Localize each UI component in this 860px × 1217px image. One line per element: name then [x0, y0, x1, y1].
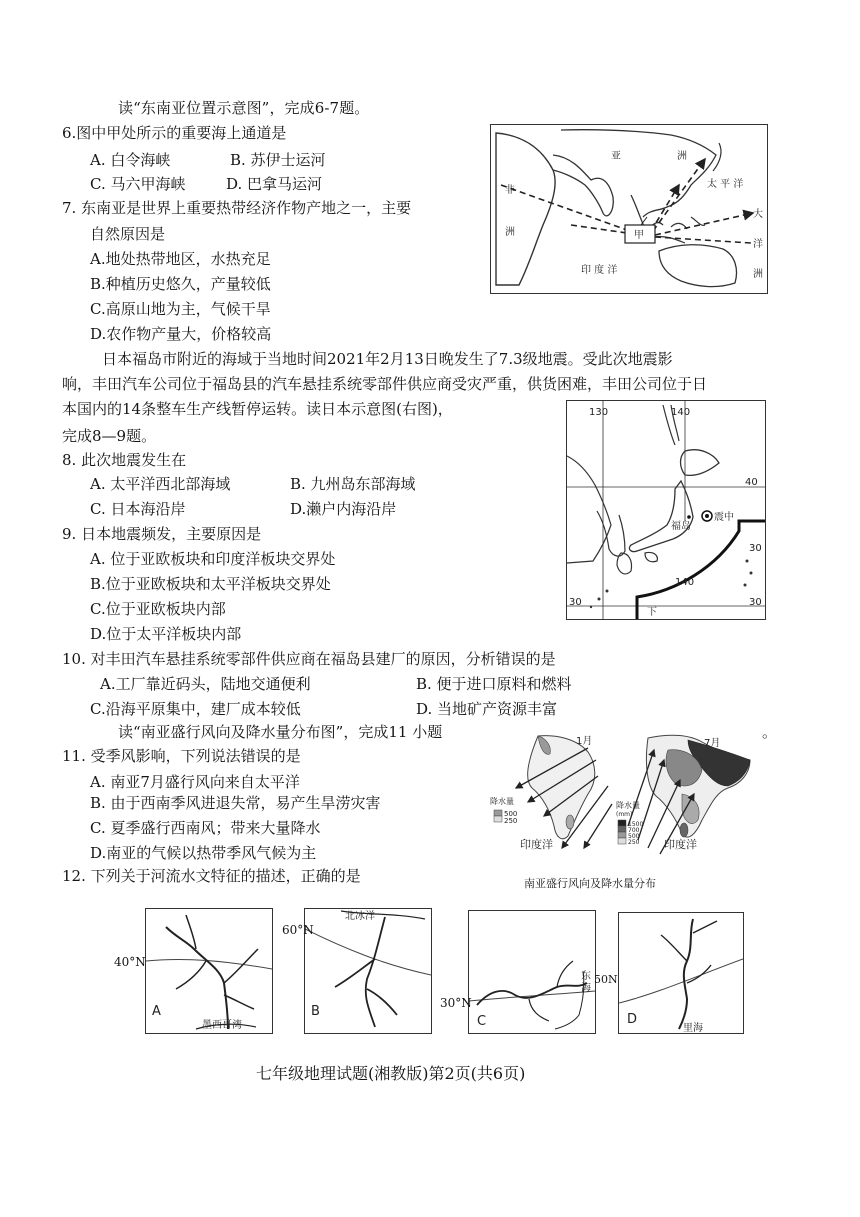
- river-map-c: [468, 910, 596, 1034]
- south-asia-monsoon-map: [488, 730, 758, 870]
- japan-intro-line2: 响，丰田汽车公司位于福岛县的汽车悬挂系统零部件供应商受灾严重，供货困难，丰田公司位于日: [62, 375, 708, 393]
- label-indian-ocean: 印 度 洋: [581, 265, 618, 276]
- river-b-lat: 60°N: [282, 923, 314, 937]
- jul-legend-title: 降水量: [616, 801, 640, 810]
- label-xia: 下: [647, 607, 657, 618]
- river-map-a: [145, 908, 273, 1034]
- label-lon-130: 130: [589, 407, 609, 418]
- q8-option-b: B. 九州岛东部海域: [290, 475, 416, 493]
- label-lat-30-right: 30: [749, 597, 762, 608]
- q12-stem: 12. 下列关于河流水文特征的描述，正确的是: [62, 867, 361, 885]
- river-c-lat: 30°N: [440, 996, 472, 1010]
- label-asia-1: 亚: [611, 151, 621, 162]
- jan-legend-250: 250: [504, 817, 518, 825]
- q8-stem: 8. 此次地震发生在: [62, 451, 187, 469]
- jul-legend-1500: 1500: [628, 821, 644, 828]
- label-yang: 洋: [753, 239, 763, 250]
- q8-option-c: C. 日本海沿岸: [90, 500, 186, 518]
- river-a-sea: 墨西哥湾: [202, 1020, 242, 1031]
- q10-option-d: D. 当地矿产资源丰富: [416, 700, 558, 718]
- japan-intro-line1: 日本福岛市附近的海域于当地时间2021年2月13日晚发生了7.3级地震。受此次地震影: [102, 350, 673, 368]
- jul-legend-500: 500: [628, 833, 640, 840]
- river-b-sea: 北冰洋: [345, 911, 375, 922]
- q9-stem: 9. 日本地震频发，主要原因是: [62, 525, 262, 543]
- jan-legend-title: 降水量: [490, 797, 514, 806]
- river-b-label: B: [311, 1004, 320, 1019]
- jul-legend-250: 250: [628, 839, 640, 846]
- q9-option-d: D.位于太平洋板块内部: [90, 625, 242, 643]
- q10-option-c: C.沿海平原集中，建厂成本较低: [90, 700, 301, 718]
- q11-stem: 11. 受季风影响，下列说法错误的是: [62, 747, 301, 765]
- q10-option-b: B. 便于进口原料和燃料: [416, 675, 572, 693]
- label-asia-2: 洲: [677, 151, 687, 162]
- jan-ocean-label: 印度洋: [520, 838, 553, 851]
- label-jia: 甲: [634, 230, 644, 241]
- river-c-sea-1: 东: [581, 971, 591, 982]
- q7-option-d: D.农作物产量大，价格较高: [90, 325, 272, 343]
- river-a-label: A: [152, 1004, 161, 1019]
- q8-option-d: D.濑户内海沿岸: [290, 500, 397, 518]
- label-zhou: 洲: [753, 269, 763, 280]
- label-africa-2: 洲: [505, 227, 515, 238]
- label-africa-1: 非: [505, 185, 515, 196]
- river-c-sea-2: 海: [581, 983, 591, 994]
- river-a-lat: 40°N: [114, 955, 146, 969]
- label-july: 7月: [704, 738, 721, 749]
- q7-option-c: C.高原山地为主，气候干旱: [90, 300, 271, 318]
- jul-legend-700: 700: [628, 827, 640, 834]
- page-footer: 七年级地理试题(湘教版)第2页(共6页): [256, 1064, 526, 1083]
- japan-intro-line3: 本国内的14条整车生产线暂停运转。读日本示意图(右图)，: [62, 400, 453, 418]
- label-lon-140: 140: [671, 407, 691, 418]
- japan-map: [566, 400, 766, 620]
- intro-sea: 读“东南亚位置示意图”，完成6-7题。: [118, 99, 370, 117]
- label-lat-40: 40: [745, 477, 758, 488]
- jul-ocean-label: 印度洋: [664, 838, 697, 851]
- q7-stem-line1: 7. 东南亚是世界上重要热带经济作物产地之一，主要: [62, 199, 412, 217]
- q7-stem-line2: 自然原因是: [90, 225, 166, 243]
- trailing-dot: 。: [762, 723, 778, 741]
- label-pacific: 太 平 洋: [707, 179, 744, 190]
- q11-option-d: D.南亚的气候以热带季风气候为主: [90, 844, 317, 862]
- q6-option-a: A. 白令海峡: [90, 151, 171, 169]
- label-january: 1月: [576, 736, 593, 747]
- label-lat-30-left: 30: [569, 597, 582, 608]
- q6-stem: 6.图中甲处所示的重要海上通道是: [62, 124, 287, 142]
- intro-south-asia: 读“南亚盛行风向及降水量分布图”，完成11 小题: [118, 723, 443, 741]
- q11-option-b: B. 由于西南季风进退失常，易产生旱涝灾害: [90, 794, 381, 812]
- q6-option-d: D. 巴拿马运河: [226, 175, 323, 193]
- q9-option-a: A. 位于亚欧板块和印度洋板块交界处: [90, 550, 336, 568]
- jan-legend-500: 500: [504, 810, 518, 818]
- jul-legend-unit: (mm): [616, 811, 633, 818]
- label-da: 大: [753, 209, 763, 220]
- label-lon-140-bottom: 140: [675, 577, 695, 588]
- q9-option-b: B.位于亚欧板块和太平洋板块交界处: [90, 575, 331, 593]
- south-asia-map-caption: 南亚盛行风向及降水量分布: [524, 877, 656, 890]
- q11-option-c: C. 夏季盛行西南风；带来大量降水: [90, 819, 321, 837]
- q9-option-c: C.位于亚欧板块内部: [90, 600, 226, 618]
- q8-option-a: A. 太平洋西北部海域: [90, 475, 231, 493]
- label-fukushima: 福岛: [671, 521, 691, 532]
- river-map-b: [304, 908, 432, 1034]
- river-d-sea: 里海: [683, 1023, 703, 1033]
- river-map-d: [618, 912, 744, 1034]
- q6-option-b: B. 苏伊士运河: [230, 151, 326, 169]
- q6-option-c: C. 马六甲海峡: [90, 175, 186, 193]
- river-d-lat: 50N: [594, 973, 618, 986]
- label-lat-30-inset: 30: [749, 543, 762, 554]
- q10-stem: 10. 对丰田汽车悬挂系统零部件供应商在福岛县建厂的原因，分析错误的是: [62, 650, 556, 668]
- label-epicenter: 震中: [714, 512, 734, 523]
- q7-option-b: B.种植历史悠久，产量较低: [90, 275, 271, 293]
- river-c-label: C: [477, 1014, 487, 1029]
- japan-intro-line4: 完成8—9题。: [62, 427, 157, 445]
- q10-option-a: A.工厂靠近码头，陆地交通便利: [100, 675, 311, 693]
- q11-option-a: A. 南亚7月盛行风向来自太平洋: [90, 773, 300, 791]
- q7-option-a: A.地处热带地区，水热充足: [90, 250, 271, 268]
- river-d-label: D: [627, 1012, 638, 1027]
- southeast-asia-map: [490, 124, 768, 294]
